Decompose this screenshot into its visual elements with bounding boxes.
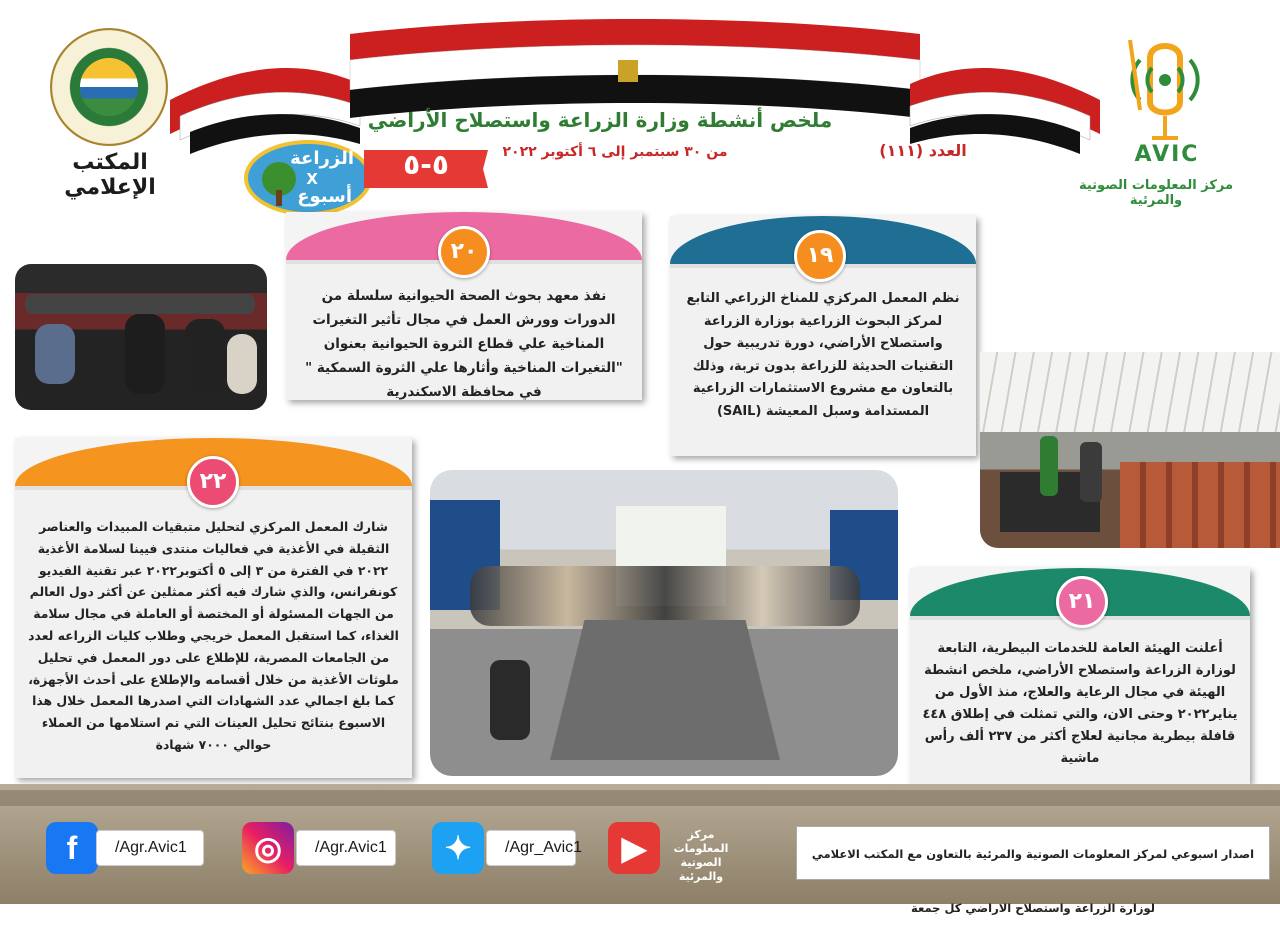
greenhouse-photo xyxy=(980,352,1280,548)
conference-room-photo xyxy=(430,470,898,776)
card-number-badge: ٢١ xyxy=(1056,576,1108,628)
twitter-icon[interactable]: ✦ xyxy=(432,822,484,874)
page-title: ملخص أنشطة وزارة الزراعة واستصلاح الأراضي xyxy=(367,108,833,132)
agriculture-week-badge: الزراعة X أسبوع xyxy=(244,140,372,216)
avic-signal-icon xyxy=(1110,30,1220,160)
card-20 xyxy=(286,212,642,400)
youtube-label[interactable]: مركز المعلومات الصوتية والمرئية xyxy=(673,828,729,883)
media-office-label: المكتب الإعلامي xyxy=(64,150,156,200)
twitter-link[interactable]: /Agr_Avic1 xyxy=(486,830,576,866)
workshop-audience-photo xyxy=(15,264,267,410)
card-19 xyxy=(670,216,976,456)
instagram-icon[interactable]: ◎ xyxy=(242,822,294,874)
card-number-badge: ٢٢ xyxy=(187,456,239,508)
issue-number: العدد (١١١) xyxy=(879,141,967,160)
card-text: أعلنت الهيئة العامة للخدمات البيطرية، التابعة لوزارة الزراعة واستصلاح الأراضي، ملخص انشطة الهيئة في مجال الرعاية والعلاج، منذ الأول من يناير٢٠٢٢ وحتى الان، والتي تمثلت في إطلاق ٤٤٨ قافلة بيطرية مجانية لعلاج أكثر من ٢٣٧ ألف رأس ماشية xyxy=(922,641,1238,766)
avic-label: AVIC xyxy=(1134,142,1200,167)
instagram-link[interactable]: /Agr.Avic1 xyxy=(296,830,396,866)
card-text: نظم المعمل المركزي للمناخ الزراعي التابع لمركز البحوث الزراعية بوزارة الزراعة واستصلاح الأراضي، دورة تدريبية حول التقنيات الحديثة للزراعة بدون تربة، وذلك بالتعاون مع مشروع الاستثمارات الزراعية المستدامة وسبل المعيشة (SAIL) xyxy=(686,291,960,419)
footer-note: اصدار اسبوعي لمركز المعلومات الصوتية والمرئية بالتعاون مع المكتب الاعلامي لوزارة الزراعة واستصلاح الاراضي كل جمعة xyxy=(796,826,1270,880)
date-range: من ٣٠ سبتمبر إلى ٦ أكتوبر ٢٠٢٢ xyxy=(502,144,728,160)
ribbon-text: ٥-٥ xyxy=(403,148,449,181)
card-21 xyxy=(910,568,1250,784)
ministry-logo xyxy=(50,28,168,146)
card-text: نفذ معهد بحوث الصحة الحيوانية سلسلة من الدورات وورش العمل في مجال تأثير التغيرات المناخية علي قطاع الثروة الحيوانية بعنوان "التغيرات المناخية وأثارها علي الثروة السمكية " في محافظة الاسكندرية xyxy=(305,288,623,400)
card-number-badge: ٢٠ xyxy=(438,226,490,278)
youtube-icon[interactable]: ▶ xyxy=(608,822,660,874)
card-number-badge: ١٩ xyxy=(794,230,846,282)
card-22 xyxy=(15,438,412,778)
facebook-icon[interactable]: f xyxy=(46,822,98,874)
avic-subtitle: مركز المعلومات الصوتية والمرئية xyxy=(1078,178,1234,208)
card-text: شارك المعمل المركزي لتحليل متبقيات المبيدات والعناصر الثقيلة في الأغذية في فعاليات منتدى فيينا لسلامة الأغذية ٢٠٢٢ في الفترة من ٣ إلى ٥ أكتوبر٢٠٢٢ عبر تقنية الفيديو كونفرانس، والذي شارك فيه أكثر ممثلين عن أكثر دول العالم من الجهات المسئولة أو المختصة أو العاملة في مجال سلامة الغذاء، كما استقبل المعمل خريجي وطلاب كليات الزراعه لعدد من الجامعات المصرية، للإطلاع على دور المعمل في تحليل ملوثات الأغذية من خلال أقسامه والإطلاع على أحدث الأجهزة، كما بلغ اجمالي عدد الشهادات التي اصدرها المعمل خلال هذا الاسبوع بنتائج تحليل العينات التي تم استلامها من العملاء حوالي ٧٠٠٠ شهادة xyxy=(28,519,399,752)
facebook-link[interactable]: /Agr.Avic1 xyxy=(96,830,204,866)
